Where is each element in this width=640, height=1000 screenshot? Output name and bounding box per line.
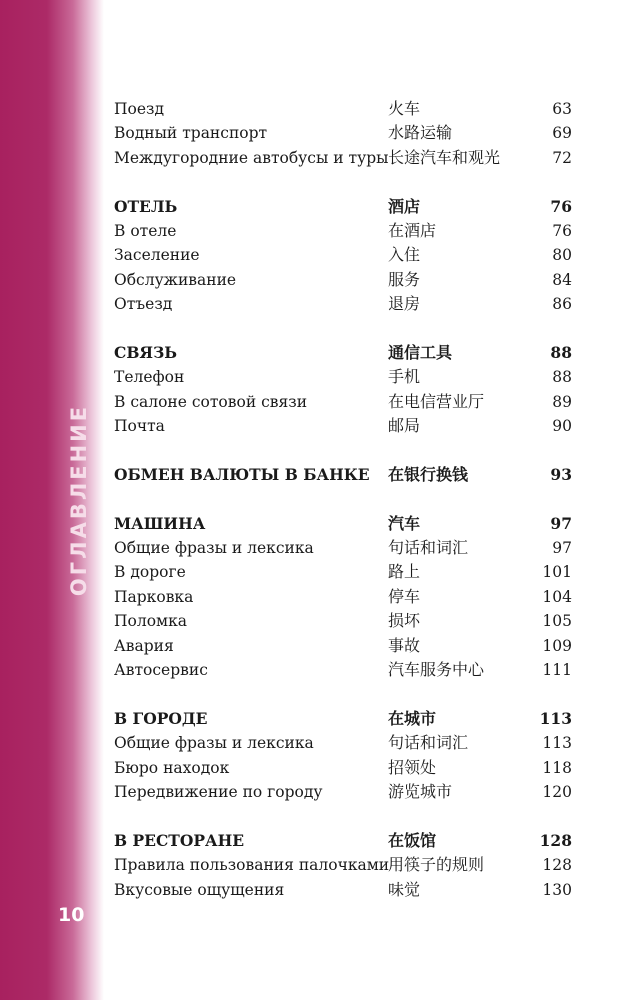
entry-chinese: 火车 [388, 99, 421, 118]
entry-title: В ГОРОДЕ [114, 708, 208, 728]
toc-entry[interactable] [114, 634, 572, 658]
entry-chinese: 味觉 [388, 879, 421, 899]
entry-page: 84 [552, 270, 572, 289]
entry-page: 97 [550, 513, 572, 533]
entry-chinese: 句话和词汇 [388, 733, 469, 753]
entry-chinese: 水路运输 [388, 123, 453, 143]
entry-title: Общие фразы и лексика [114, 734, 314, 753]
entry-page: 93 [550, 464, 572, 484]
entry-chinese: 损坏 [388, 611, 421, 631]
entry-chinese: 路上 [388, 562, 421, 582]
toc-entry[interactable] [114, 731, 572, 755]
entry-title: МАШИНА [114, 513, 206, 533]
entry-title: ОБМЕН ВАЛЮТЫ В БАНКЕ [114, 464, 370, 484]
toc-entry[interactable] [114, 536, 572, 560]
toc-entry[interactable] [114, 219, 572, 243]
entry-page: 130 [542, 880, 572, 899]
entry-title: Правила пользования палочками [114, 856, 390, 875]
entry-chinese: 邮局 [388, 416, 421, 436]
entry-title: Водный транспорт [114, 124, 268, 143]
entry-chinese: 游览城市 [388, 781, 453, 801]
sidebar [0, 0, 104, 1000]
entry-title: Поломка [114, 612, 188, 631]
entry-page: 97 [552, 539, 572, 558]
entry-title: Обслуживание [114, 270, 237, 289]
entry-page: 128 [542, 856, 572, 875]
entry-chinese: 在饭馆 [388, 830, 437, 850]
entry-page: 86 [552, 295, 572, 314]
toc-entry[interactable] [114, 585, 572, 609]
entry-chinese: 手机 [388, 367, 421, 387]
entry-chinese: 退房 [388, 294, 421, 314]
entry-page: 104 [542, 587, 572, 606]
entry-title: Поезд [114, 100, 165, 118]
toc-entry[interactable] [114, 146, 572, 170]
entry-chinese: 汽车服务中心 [388, 659, 485, 679]
entry-page: 118 [542, 758, 572, 777]
entry-page: 89 [552, 392, 572, 411]
entry-page: 109 [542, 636, 572, 655]
entry-title: ОТЕЛЬ [114, 196, 178, 216]
toc-heading[interactable] [114, 829, 572, 853]
toc-entry[interactable] [114, 121, 572, 145]
toc-heading[interactable] [114, 463, 572, 487]
entry-title: Автосервис [114, 660, 208, 679]
entry-chinese: 长途汽车和观光 [388, 147, 501, 167]
toc-heading[interactable] [114, 512, 572, 536]
entry-title: В дороге [114, 563, 186, 582]
entry-chinese: 事故 [388, 635, 421, 655]
entry-title: Бюро находок [114, 758, 230, 777]
entry-page: 90 [552, 417, 572, 436]
entry-page: 128 [539, 830, 572, 850]
entry-chinese: 句话和词汇 [388, 538, 469, 558]
entry-page: 105 [542, 612, 572, 631]
entry-chinese: 在酒店 [388, 220, 437, 240]
entry-chinese: 在城市 [388, 708, 437, 728]
entry-chinese: 服务 [388, 269, 421, 289]
entry-chinese: 停车 [388, 586, 421, 606]
entry-page: 113 [539, 708, 572, 728]
entry-chinese: 用筷子的规则 [388, 855, 485, 875]
entry-page: 113 [542, 734, 572, 753]
toc-entry[interactable] [114, 268, 572, 292]
toc-entry[interactable] [114, 365, 572, 389]
toc-entry[interactable] [114, 97, 572, 121]
toc-entry[interactable] [114, 390, 572, 414]
entry-title: Междугородние автобусы и туры [114, 148, 389, 167]
toc-heading[interactable] [114, 195, 572, 219]
entry-chinese: 通信工具 [388, 342, 453, 362]
entry-chinese: 汽车 [388, 513, 421, 533]
entry-title: Авария [114, 636, 174, 655]
entry-chinese: 入住 [388, 245, 421, 265]
entry-title: В отеле [114, 221, 177, 240]
entry-title: Общие фразы и лексика [114, 539, 314, 558]
entry-title: СВЯЗЬ [114, 342, 178, 362]
entry-page: 120 [542, 782, 572, 801]
toc-entry[interactable] [114, 414, 572, 438]
toc-entry[interactable] [114, 658, 572, 682]
entry-chinese: 在电信营业厅 [388, 391, 485, 411]
toc-entry[interactable] [114, 780, 572, 804]
entry-page: 76 [550, 196, 572, 216]
toc-entry[interactable] [114, 243, 572, 267]
entry-title: В салоне сотовой связи [114, 392, 308, 411]
entry-title: Вкусовые ощущения [114, 880, 285, 899]
entry-title: В РЕСТОРАНЕ [114, 830, 245, 850]
toc-entry[interactable] [114, 756, 572, 780]
entry-title: Передвижение по городу [114, 782, 323, 801]
entry-page: 101 [542, 563, 572, 582]
toc-entry[interactable] [114, 878, 572, 902]
entry-page: 69 [552, 124, 572, 143]
entry-chinese: 在银行换钱 [388, 464, 469, 484]
entry-chinese: 招领处 [388, 757, 437, 777]
entry-page: 111 [542, 660, 572, 679]
toc-entry[interactable] [114, 292, 572, 316]
section-title: ОГЛАВЛЕНИЕ [67, 403, 91, 597]
toc-entry[interactable] [114, 853, 572, 877]
entry-title: Почта [114, 417, 165, 436]
toc-entry[interactable] [114, 560, 572, 584]
entry-page: 88 [552, 368, 572, 387]
entry-page: 80 [552, 246, 572, 265]
entry-title: Отъезд [114, 295, 173, 314]
entry-page: 76 [552, 221, 572, 240]
entry-page: 88 [550, 342, 572, 362]
toc-heading[interactable] [114, 341, 572, 365]
page-number: 10 [58, 904, 85, 926]
entry-page: 72 [552, 148, 572, 167]
entry-chinese: 酒店 [388, 196, 421, 216]
entry-title: Заселение [114, 246, 200, 265]
entry-page: 63 [552, 100, 572, 118]
toc-entry[interactable] [114, 609, 572, 633]
table-of-contents [114, 97, 572, 902]
entry-title: Парковка [114, 587, 194, 606]
toc-heading[interactable] [114, 707, 572, 731]
entry-title: Телефон [114, 368, 185, 387]
